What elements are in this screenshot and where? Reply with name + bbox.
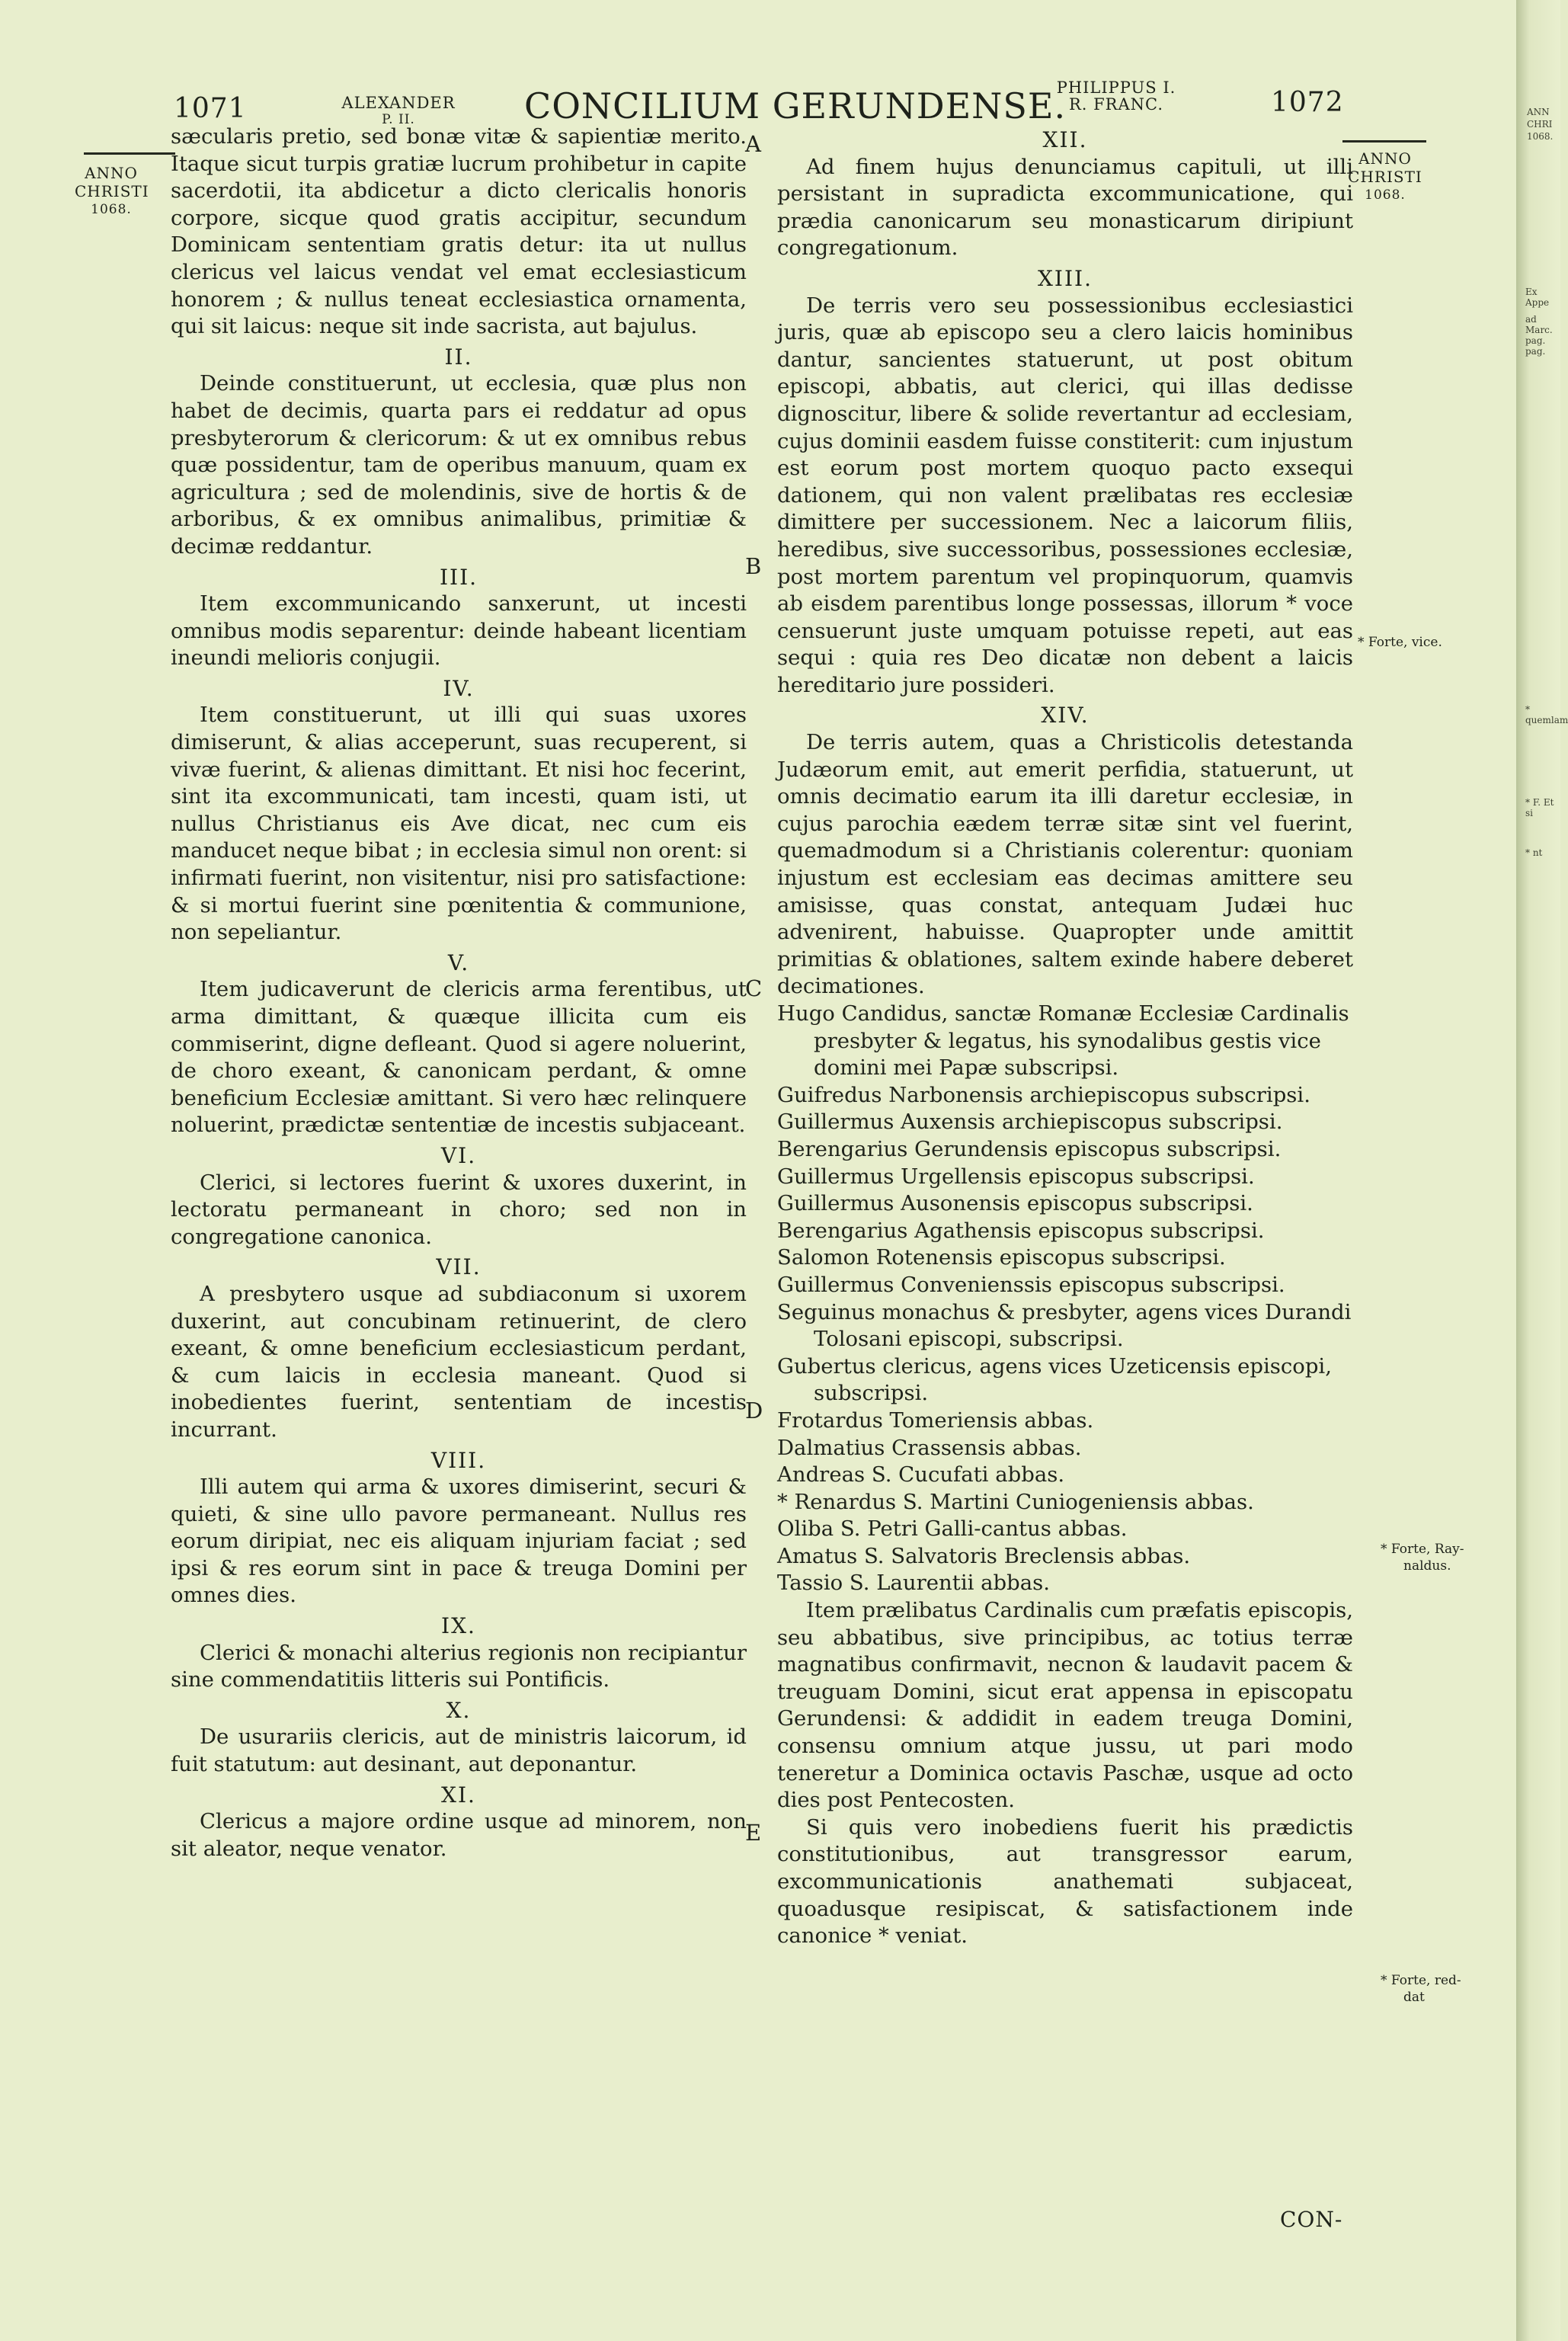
signature-guillermus-ausonensis: Guillermus Ausonensis episcopus subscripsi.	[777, 1191, 1253, 1216]
anno-year: 1068.	[1365, 187, 1406, 203]
canon-heading-vi: VI.	[440, 1142, 477, 1168]
abbot-frotardus: Frotardus Tomeriensis abbas.	[777, 1407, 1094, 1433]
margin-letter-a: A	[745, 131, 761, 157]
canon-heading-ix: IX.	[441, 1613, 476, 1639]
signature-berengarius-gerundensis: Berengarius Gerundensis episcopus subscripsi.	[777, 1136, 1282, 1161]
canon-xii-text: Ad finem hujus denunciamus capituli, ut illi persistant in supradicta excommunicatione, qui prædia canonicarum seu monasticarum diripiunt congregationum.	[777, 154, 1353, 261]
signature-berengarius-agathensis: Berengarius Agathensis episcopus subscripsi.	[777, 1218, 1265, 1243]
right-margin-rule	[1342, 140, 1426, 143]
left-text-column	[171, 123, 747, 1862]
anno-year: 1068.	[91, 202, 132, 217]
canon-heading-iii: III.	[439, 564, 478, 590]
abbot-andreas: Andreas S. Cucufati abbas.	[777, 1462, 1065, 1488]
canon-ii-text: Deinde constituerunt, ut ecclesia, quæ plus non habet de decimis, quarta pars ei reddatur ad opus presbyterorum & clericorum: & ut ex omnibus rebus quæ possidentur, tam de operibus manuum, quam ex agricultura ; sed de molendinis, sive de hortis & de arboribus, & ex omnibus animalibus, primitiæ & decimæ reddantur.	[171, 371, 747, 559]
abbot-tassio: Tassio S. Laurentii abbas.	[777, 1571, 1050, 1596]
margin-note-raynaldus: * Forte, Ray-	[1381, 1542, 1464, 1557]
signature-seguinus: Seguinus monachus & presbyter, agens vices Durandi Tolosani episcopi, subscripsi.	[777, 1299, 1352, 1352]
adjacent-page-edge	[1516, 0, 1568, 2341]
signature-guifredus: Guifredus Narbonensis archiepiscopus subscripsi.	[777, 1082, 1310, 1107]
margin-letter-c: C	[745, 975, 763, 1001]
canon-v-text: Item judicaverunt de clericis arma ferentibus, ut arma dimittant, & quæque illicita cum eis commiserint, digne defleant. Quod si agere noluerint, de choro exeant, & canonicam perdant, & omne beneficium Ecclesiæ amittant. Si vero hæc relinquere noluerint, prædictæ sententiæ de incestis subjaceant.	[171, 977, 747, 1138]
canon-heading-viii: VIII.	[430, 1447, 487, 1473]
canon-heading-xiv: XIV.	[1041, 703, 1090, 729]
canon-heading-xi: XI.	[441, 1782, 476, 1808]
canon-ix-text: Clerici & monachi alterius regionis non recipiantur sine commendatitiis litteris sui Pontificis.	[171, 1640, 747, 1693]
edge-fragment: pag. pag.	[1525, 335, 1546, 357]
running-head-king: PHILIPPUS I.	[1056, 78, 1176, 97]
page-title: CONCILIUM GERUNDENSE.	[524, 85, 1067, 126]
canon-iv-text: Item constituerunt, ut illi qui suas uxores dimiserunt, & alias acceperunt, suas recuperent, si vivæ fuerint, & alienas dimittant. Et nisi hoc fecerint, sint ita excommunicati, tam incesti, quam isti, ut nullus Christianus eis Ave dicat, nec cum eis manducet neque bibat ; in ecclesia simul non orent: si infirmati fuerint, non visitentur, nisi pro satisfactione: & si mortui fuerint sine pœnitentia & communione, non sepeliantur.	[171, 703, 747, 945]
canon-heading-vii: VII.	[436, 1254, 482, 1280]
left-margin-anno	[75, 164, 148, 219]
margin-note-reddat-cont: dat	[1403, 1990, 1425, 2005]
abbot-oliba: Oliba S. Petri Galli-cantus abbas.	[777, 1516, 1128, 1542]
abbot-amatus: Amatus S. Salvatoris Breclensis abbas.	[777, 1543, 1191, 1568]
edge-fragment: * F. Et si	[1525, 797, 1554, 818]
signature-gubertus: Gubertus clericus, agens vices Uzeticensis episcopi, subscripsi.	[777, 1353, 1332, 1406]
edge-fragment: CHRI	[1527, 119, 1553, 130]
margin-note-vice: * Forte, vice.	[1358, 635, 1442, 650]
left-page-number: 1071	[174, 93, 247, 124]
christi-label: CHRISTI	[1348, 168, 1422, 186]
margin-letter-e: E	[745, 1820, 762, 1846]
margin-letter-b: B	[745, 553, 762, 579]
signature-guillermus-convenienssis: Guillermus Convenienssis episcopus subscripsi.	[777, 1272, 1285, 1297]
running-head-pope-number: P. II.	[382, 112, 415, 127]
canon-vii-text: A presbytero usque ad subdiaconum si uxorem duxerint, aut concubinam retinuerint, de clero exeant, & omne beneficium ecclesiasticum perdant, & cum laicis in ecclesia maneant. Quod si inobedientes fuerint, sententiam de incestis incurrant.	[171, 1281, 747, 1442]
edge-fragment: ad Marc.	[1525, 314, 1553, 335]
right-running-head	[1048, 79, 1185, 113]
canon-i-continuation: sæcularis pretio, sed bonæ vitæ & sapientiæ merito. Itaque sicut turpis gratiæ lucrum prohibetur in capite sacerdotii, ita abdicetur a dicto clericalis honoris corpore, sicque quod gratis accipitur, secundum Dominicam sententiam gratis detur: ita ut nullus clericus vel laicus vendat vel emat ecclesiasticum honorem ; & nullus teneat ecclesiastica ornamenta, qui sit laicus: neque sit inde sacrista, aut bajulus.	[171, 124, 747, 339]
edge-fragment: ANN	[1527, 107, 1550, 117]
canon-heading-iv: IV.	[443, 675, 475, 701]
catchword: CON-	[1280, 2207, 1343, 2232]
right-margin-anno	[1347, 149, 1423, 204]
canon-iii-text: Item excommunicando sanxerunt, ut incesti omnibus modis separentur: deinde habeant licentiam ineundi melioris conjugii.	[171, 591, 747, 671]
canon-heading-xiii: XIII.	[1037, 265, 1093, 291]
canon-xiv-text: De terris autem, quas a Christicolis detestanda Judæorum emit, aut emerit perfidia, statuerunt, ut omnis decimatio earum ita illi daretur ecclesiæ, in cujus parochia eædem terræ sitæ sint vel fuerint, quemadmodum si a Christianis colerentur: quoniam injustum est ecclesiam eas decimas amittere seu amisisse, quas constat, antequam Judæi huc advenirent, habuisse. Quapropter unde amittit primitias & oblationes, saltem exinde habere deberet decimationes.	[777, 730, 1353, 999]
canon-heading-ii: II.	[444, 344, 473, 370]
signature-hugo-candidus: Hugo Candidus, sanctæ Romanæ Ecclesiæ Cardinalis presbyter & legatus, his synodalibus gestis vice domini mei Papæ subscripsi.	[777, 1001, 1349, 1081]
canon-x-text: De usurariis clericis, aut de ministris laicorum, id fuit statutum: aut desinant, aut deponantur.	[171, 1725, 747, 1777]
left-margin-rule	[84, 152, 175, 155]
running-head-kingdom: R. FRANC.	[1068, 95, 1164, 114]
anno-label: ANNO	[1358, 149, 1412, 168]
edge-fragment: * nt	[1525, 847, 1543, 858]
margin-note-reddat: * Forte, red-	[1381, 1973, 1461, 1988]
edge-fragment: * quemlam	[1525, 704, 1568, 725]
canon-vi-text: Clerici, si lectores fuerint & uxores duxerint, in lectoratu permaneant in choro; sed non in congregatione canonica.	[171, 1170, 747, 1249]
canon-viii-text: Illi autem qui arma & uxores dimiserint, securi & quieti, & sine ullo pavore permaneant. Nullus res eorum diripiat, nec eis aliquam injuriam faciat ; sed ipsi & res eorum sint in pace & treuga Domini per omnes dies.	[171, 1475, 747, 1608]
margin-letter-d: D	[745, 1398, 763, 1423]
abbot-renardus: * Renardus S. Martini Cuniogeniensis abbas.	[777, 1489, 1254, 1514]
canon-heading-x: X.	[446, 1697, 472, 1723]
right-page-number: 1072	[1271, 87, 1344, 118]
edge-fragment: Ex Appe	[1525, 287, 1550, 308]
signature-salomon-rotenensis: Salomon Rotenensis episcopus subscripsi.	[777, 1245, 1226, 1270]
margin-note-raynaldus-cont: naldus.	[1403, 1558, 1451, 1574]
right-text-column	[777, 123, 1353, 1950]
edge-fragment: 1068.	[1527, 131, 1554, 142]
confirmation-paragraph: Item prælibatus Cardinalis cum præfatis episcopis, seu abbatibus, sive principibus, ac totius terræ magnatibus confirmavit, necnon & laudavit pacem & treuguam Domini, sicut erat appensa in episcopatu Gerundensi: & addidit in eadem treuga Domini, consensu omnium atque jussu, ut pari modo teneretur a Dominica octavis Paschæ, usque ad octo dies post Pentecosten.	[777, 1598, 1353, 1813]
christi-label: CHRISTI	[75, 182, 149, 200]
abbot-dalmatius: Dalmatius Crassensis abbas.	[777, 1435, 1082, 1460]
canon-xi-text: Clericus a majore ordine usque ad minorem, non sit aleator, neque venator.	[171, 1809, 747, 1861]
canon-heading-v: V.	[447, 950, 470, 975]
signature-guillermus-urgellensis: Guillermus Urgellensis episcopus subscripsi.	[777, 1164, 1255, 1189]
canon-heading-xii: XII.	[1042, 127, 1088, 152]
canon-xiii-text: De terris vero seu possessionibus ecclesiastici juris, quæ ab episcopo seu a clero laicis hominibus dantur, sancientes statuerunt, ut post obitum episcopi, abbatis, aut clerici, qui illas dedisse dignoscitur, libere & solide revertantur ad ecclesiam, cujus dominii easdem fuisse constiterit: cum injustum est eorum post mortem quoquo pacto exsequi dationem, qui non valent prælibatas res ecclesiæ dimittere per successionem. Nec a laicorum filiis, heredibus, sive successoribus, possessiones ecclesiæ, post mortem parentum vel propinquorum, quamvis ab eisdem parentibus longe possessas, illorum * voce censuerunt juste umquam potuisse repeti, aut eas sequi : quia res Deo dicatæ non debent a laicis hereditario jure possideri.	[777, 293, 1353, 697]
running-head-pope: ALEXANDER	[341, 94, 456, 112]
signature-guillermus-auxensis: Guillermus Auxensis archiepiscopus subscripsi.	[777, 1110, 1283, 1135]
sanction-paragraph: Si quis vero inobediens fuerit his prædictis constitutionibus, aut transgressor earum, excommunicationis anathemati subjaceat, quoadusque resipiscat, & satisfactionem inde canonice * veniat.	[777, 1814, 1353, 1949]
anno-label: ANNO	[85, 164, 138, 182]
